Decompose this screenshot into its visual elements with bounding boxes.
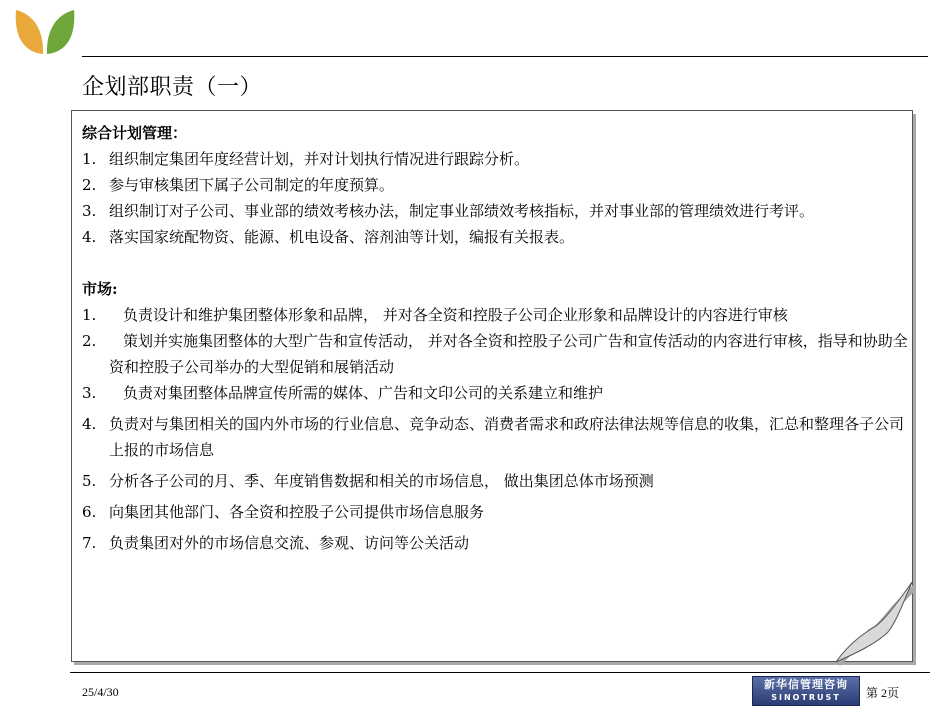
list-item-text: 负责对集团整体品牌宣传所需的媒体、广告和文印公司的关系建立和维护: [123, 384, 604, 402]
list-item: 7. 负责集团对外的市场信息交流、参观、访问等公关活动: [82, 534, 470, 552]
page-curl-icon: [836, 582, 916, 666]
list-item: 4. 落实国家统配物资、能源、机电设备、溶剂油等计划，编报有关报表。: [82, 228, 575, 246]
list-item: 2. 参与审核集团下属子公司制定的年度预算。: [82, 176, 395, 194]
content-body: [82, 120, 910, 556]
list-item-text: 参与审核集团下属子公司制定的年度预算。: [109, 176, 395, 194]
market-section-title: 市场:: [82, 280, 118, 298]
list-item-text: 组织制订对子公司、事业部的绩效考核办法，制定事业部绩效考核指标，并对事业部的管理绩效进行考评。: [109, 202, 815, 220]
list-item: 2. 策划并实施集团整体的大型广告和宣传活动， 并对各全资和控股子公司广告和宣传活动的内容进行审核，指导和协助全资和控股子公司举办的大型促销和展销活动: [82, 332, 908, 376]
company-logo-icon: [12, 4, 78, 58]
list-item-text: 分析各子公司的月、季、年度销售数据和相关的市场信息， 做出集团总体市场预测: [109, 472, 654, 490]
list-item-text: 组织制定集团年度经营计划，并对计划执行情况进行跟踪分析。: [109, 150, 530, 168]
list-item-text: 负责对与集团相关的国内外市场的行业信息、竞争动态、消费者需求和政府法律法规等信息的收集，汇总和整理各子公司上报的市场信息: [109, 415, 905, 459]
list-item: 4. 负责对与集团相关的国内外市场的行业信息、竞争动态、消费者需求和政府法律法规等信息的收集，汇总和整理各子公司上报的市场信息: [82, 415, 905, 459]
list-item-text: 负责集团对外的市场信息交流、参观、访问等公关活动: [109, 534, 470, 552]
list-item: 3. 负责对集团整体品牌宣传所需的媒体、广告和文印公司的关系建立和维护: [82, 384, 604, 402]
list-item-text: 落实国家统配物资、能源、机电设备、溶剂油等计划，编报有关报表。: [109, 228, 575, 246]
brand-name-en: SINOTRUST: [771, 693, 841, 702]
list-item: 3. 组织制订对子公司、事业部的绩效考核办法，制定事业部绩效考核指标，并对事业部的管理绩效进行考评。: [82, 202, 815, 220]
list-item: 5. 分析各子公司的月、季、年度销售数据和相关的市场信息， 做出集团总体市场预测: [82, 472, 654, 490]
planning-list: [82, 146, 910, 250]
list-item-text: 负责设计和维护集团整体形象和品牌， 并对各全资和控股子公司企业形象和品牌设计的内容进行审核: [123, 306, 788, 324]
list-item: 6. 向集团其他部门、各全资和控股子公司提供市场信息服务: [82, 503, 485, 521]
page-number: 第 2页: [866, 686, 900, 700]
list-item: 1. 负责设计和维护集团整体形象和品牌， 并对各全资和控股子公司企业形象和品牌设计的内容进行审核: [82, 306, 788, 324]
list-item-text: 向集团其他部门、各全资和控股子公司提供市场信息服务: [109, 503, 485, 521]
list-item: 1. 组织制定集团年度经营计划，并对计划执行情况进行跟踪分析。: [82, 150, 530, 168]
footer-divider: [70, 672, 930, 673]
brand-badge: [752, 676, 860, 706]
planning-section-title: 综合计划管理：: [82, 124, 188, 142]
list-item-text: 策划并实施集团整体的大型广告和宣传活动， 并对各全资和控股子公司广告和宣传活动的内容进行审核，指导和协助全资和控股子公司举办的大型促销和展销活动: [109, 332, 908, 376]
page-title: 企划部职责（一）: [82, 75, 263, 100]
header-divider: [82, 56, 928, 57]
market-list: [82, 302, 910, 556]
footer-date: 25/4/30: [82, 685, 119, 699]
brand-name-cn: 新华信管理咨询: [764, 678, 848, 691]
